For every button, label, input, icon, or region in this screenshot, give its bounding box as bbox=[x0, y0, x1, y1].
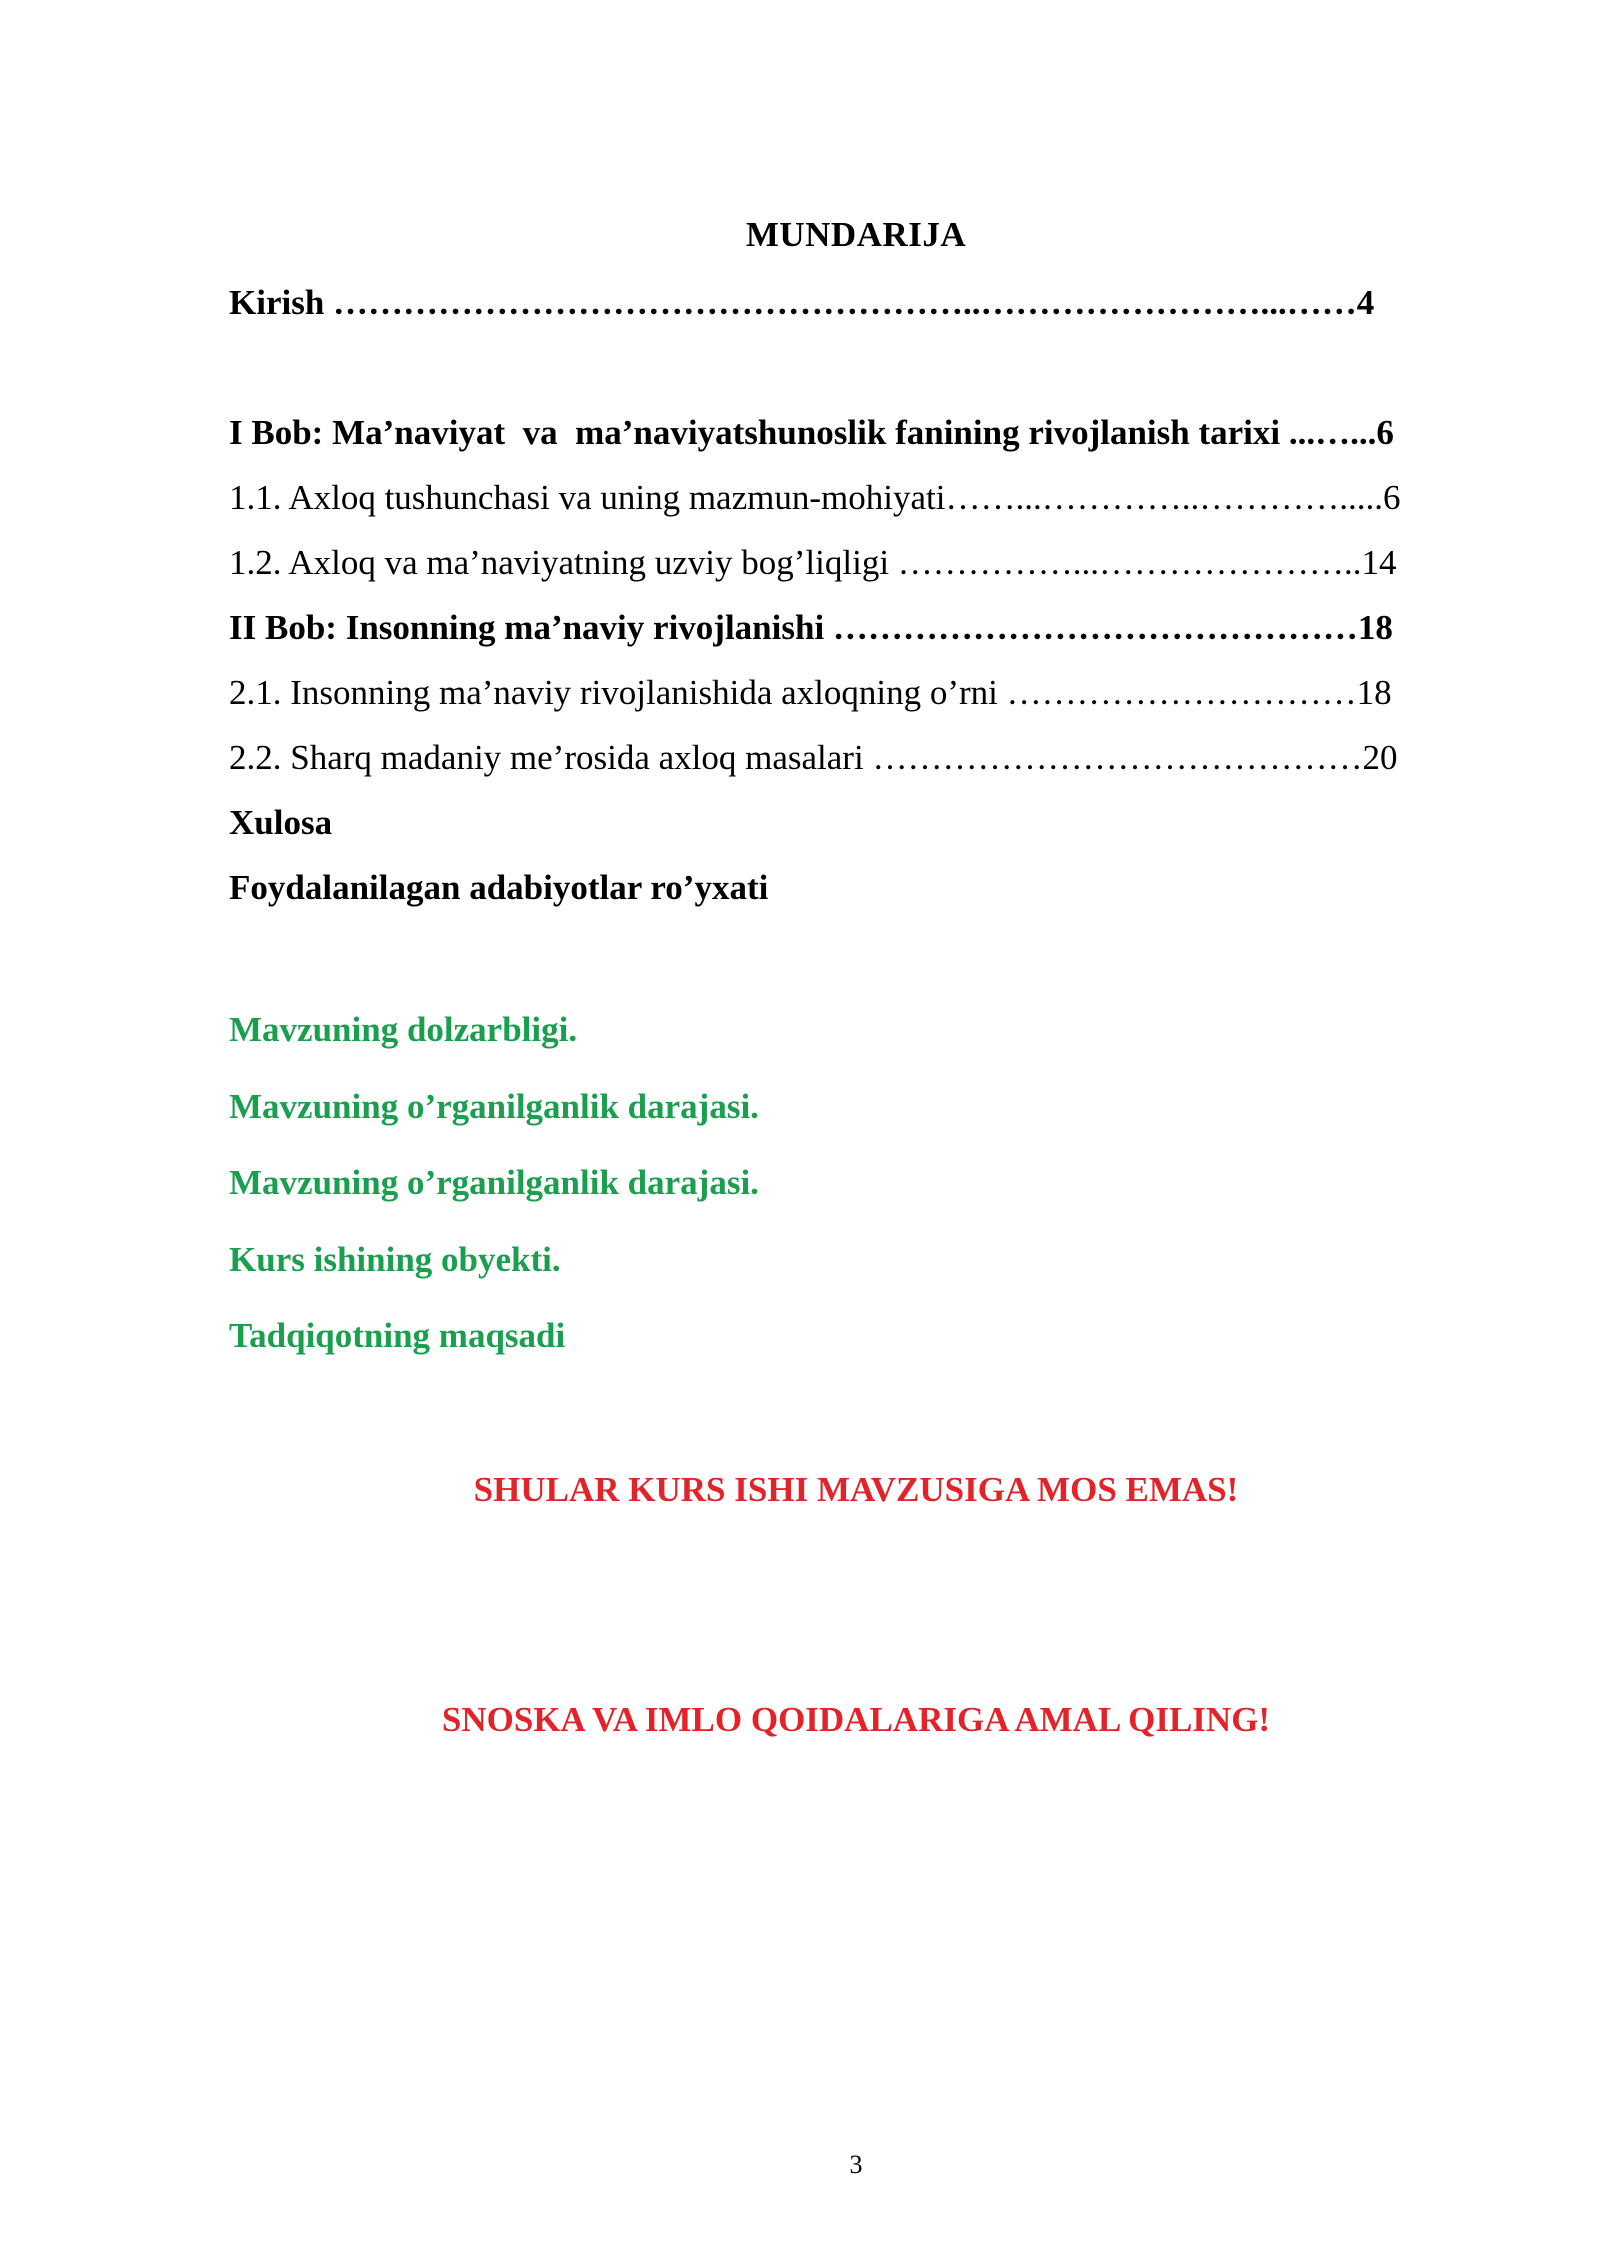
toc-dots: ……...…………..…………..... bbox=[945, 478, 1383, 517]
toc-entry-xulosa bbox=[229, 802, 332, 844]
toc-page: 4 bbox=[1356, 283, 1375, 322]
toc-label: Xulosa bbox=[229, 803, 333, 842]
comment-green-5: Tadqiqotning maqsadi bbox=[229, 1316, 566, 1355]
toc-label: I Bob: Ma’naviyat va ma’naviyatshunoslik fanining rivojlanish tarixi bbox=[229, 413, 1281, 452]
toc-entry-section-2-1 bbox=[229, 672, 1392, 714]
toc-entry-section-1-2 bbox=[229, 542, 1397, 584]
toc-page: 18 bbox=[1356, 673, 1392, 712]
toc-label: 1.1. Axloq tushunchasi va uning mazmun-mohiyati bbox=[229, 478, 946, 517]
toc-page: 20 bbox=[1362, 738, 1398, 777]
toc-label: 1.2. Axloq va ma’naviyatning uzviy bog’liqligi bbox=[229, 543, 890, 582]
comment-green-3: Mavzuning o’rganilganlik darajasi. bbox=[229, 1163, 759, 1202]
comment-green-1: Mavzuning dolzarbligi. bbox=[229, 1010, 578, 1049]
toc-page: 14 bbox=[1361, 543, 1397, 582]
toc-dots: ………………………… bbox=[997, 673, 1357, 712]
comment-red-1: SHULAR KURS ISHI MAVZUSIGA MOS EMAS! bbox=[473, 1470, 1239, 1509]
toc-page: 6 bbox=[1382, 478, 1401, 517]
toc-entry-section-1-1 bbox=[229, 477, 1400, 519]
toc-label: 2.1. Insonning ma’naviy rivojlanishida axloqning o’rni bbox=[229, 673, 998, 712]
page-number: 3 bbox=[849, 2150, 863, 2179]
comment-green-4: Kurs ishining obyekti. bbox=[229, 1240, 561, 1279]
toc-dots: ...…... bbox=[1280, 413, 1377, 452]
comment-red-2: SNOSKA VA IMLO QOIDALARIGA AMAL QILING! bbox=[441, 1700, 1271, 1739]
toc-entry-section-2-2 bbox=[229, 737, 1397, 779]
toc-dots: …………………………………… bbox=[863, 738, 1363, 777]
comment-green-2: Mavzuning o’rganilganlik darajasi. bbox=[229, 1087, 759, 1126]
toc-dots: ……………………………………… bbox=[824, 608, 1358, 647]
toc-label: Kirish bbox=[229, 283, 325, 322]
toc-label: Foydalanilagan adabiyotlar ro’yxati bbox=[229, 868, 769, 907]
toc-dots: ……………...………………….. bbox=[889, 543, 1362, 582]
toc-page: 6 bbox=[1376, 413, 1394, 452]
toc-page: 18 bbox=[1357, 608, 1393, 647]
toc-entry-chapter-2 bbox=[229, 607, 1393, 649]
toc-label: II Bob: Insonning ma’naviy rivojlanishi bbox=[229, 608, 825, 647]
toc-label: 2.2. Sharq madaniy me’rosida axloq masalari bbox=[229, 738, 864, 777]
toc-entry-kirish bbox=[229, 282, 1374, 324]
toc-entry-chapter-1 bbox=[229, 412, 1394, 454]
page-title: MUNDARIJA bbox=[745, 215, 967, 254]
toc-entry-bibliography bbox=[229, 867, 768, 909]
toc-dots: ………………………………………………..……………………...…… bbox=[324, 283, 1357, 322]
